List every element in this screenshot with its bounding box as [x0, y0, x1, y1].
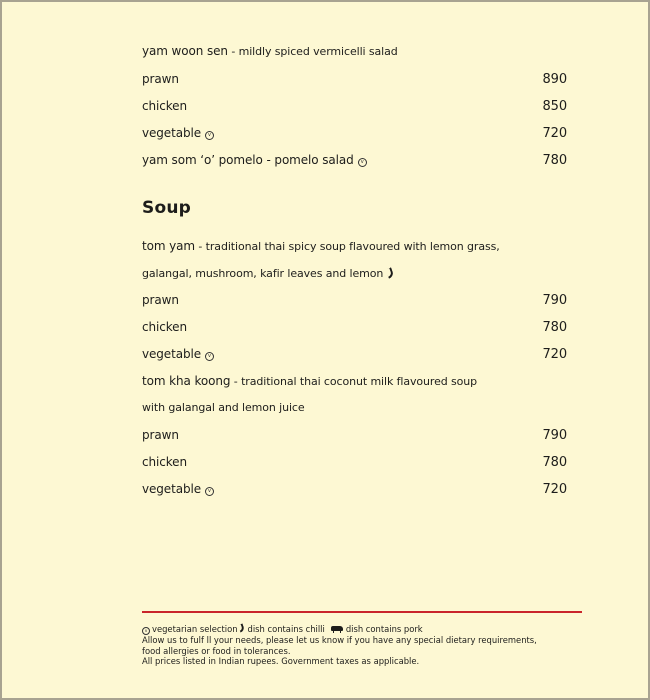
separator: - [262, 153, 275, 167]
variant-label: prawn [142, 293, 179, 307]
variant-label: prawn [142, 428, 179, 442]
variant-row [142, 428, 567, 443]
vegetarian-icon: v [205, 352, 214, 361]
variant-label: prawn [142, 72, 179, 86]
dietary-note: Allow us to fulf ll your needs, please let us know if you have any special dietary requirements, [142, 635, 537, 645]
footer-divider [142, 611, 582, 613]
footer-notes [142, 624, 592, 667]
menu-item-yam-woon-sen [142, 44, 567, 58]
menu-item-tom-kha-koong [142, 374, 567, 388]
allergy-note: food allergies or food in tolerances. [142, 645, 291, 656]
variant-label: vegetable [142, 482, 201, 496]
legend-veg: vegetarian selection [152, 624, 238, 634]
separator: - [195, 240, 206, 253]
vegetarian-icon: v [205, 487, 214, 496]
dish-description: with galangal and lemon juice [142, 401, 305, 414]
chilli-icon [237, 623, 244, 632]
legend-chilli: dish contains chilli [247, 624, 325, 634]
section-title-soup: Soup [142, 198, 191, 218]
variant-row [142, 293, 567, 308]
dish-description: galangal, mushroom, kafir leaves and lemon [142, 267, 384, 280]
price-note: All prices listed in Indian rupees. Government taxes as applicable. [142, 656, 420, 666]
dish-name: yam woon sen [142, 44, 228, 58]
price: 790 [542, 428, 567, 443]
pork-icon [331, 626, 343, 631]
price: 780 [542, 455, 567, 470]
vegetarian-icon: v [142, 627, 150, 635]
dish-description: traditional thai spicy soup flavoured with lemon grass, [205, 240, 500, 253]
separator: - [230, 375, 242, 388]
variant-row [142, 482, 567, 497]
variant-label: chicken [142, 320, 187, 334]
menu-item-yam-som-o-pomelo [142, 153, 567, 168]
menu-item-tom-yam [142, 239, 567, 253]
price: 720 [542, 482, 567, 497]
legend-line [142, 624, 592, 635]
price: 790 [542, 293, 567, 308]
dish-description-continued [142, 401, 567, 414]
chilli-icon [386, 267, 395, 278]
vegetarian-icon: v [205, 131, 214, 140]
dish-name: yam som ‘o’ pomelo [142, 153, 263, 167]
variant-label: chicken [142, 455, 187, 469]
separator: - [227, 45, 239, 58]
price: 780 [542, 153, 567, 168]
price: 780 [542, 320, 567, 335]
dish-description: mildly spiced vermicelli salad [238, 45, 398, 58]
dish-name: tom kha koong [142, 374, 231, 388]
dish-description: pomelo salad [274, 153, 354, 167]
variant-row [142, 72, 567, 87]
variant-row [142, 99, 567, 114]
variant-row [142, 320, 567, 335]
dish-name: tom yam [142, 239, 195, 253]
variant-row [142, 126, 567, 141]
menu-page [2, 2, 648, 698]
variant-label: chicken [142, 99, 187, 113]
variant-label: vegetable [142, 347, 201, 361]
price: 890 [542, 72, 567, 87]
variant-row [142, 455, 567, 470]
price: 720 [542, 126, 567, 141]
variant-row [142, 347, 567, 362]
dish-description: traditional thai coconut milk flavoured soup [241, 375, 478, 388]
variant-label: vegetable [142, 126, 201, 140]
legend-pork: dish contains pork [345, 624, 423, 634]
price: 720 [542, 347, 567, 362]
dish-description-continued [142, 266, 567, 280]
vegetarian-icon: v [358, 158, 367, 167]
price: 850 [542, 99, 567, 114]
